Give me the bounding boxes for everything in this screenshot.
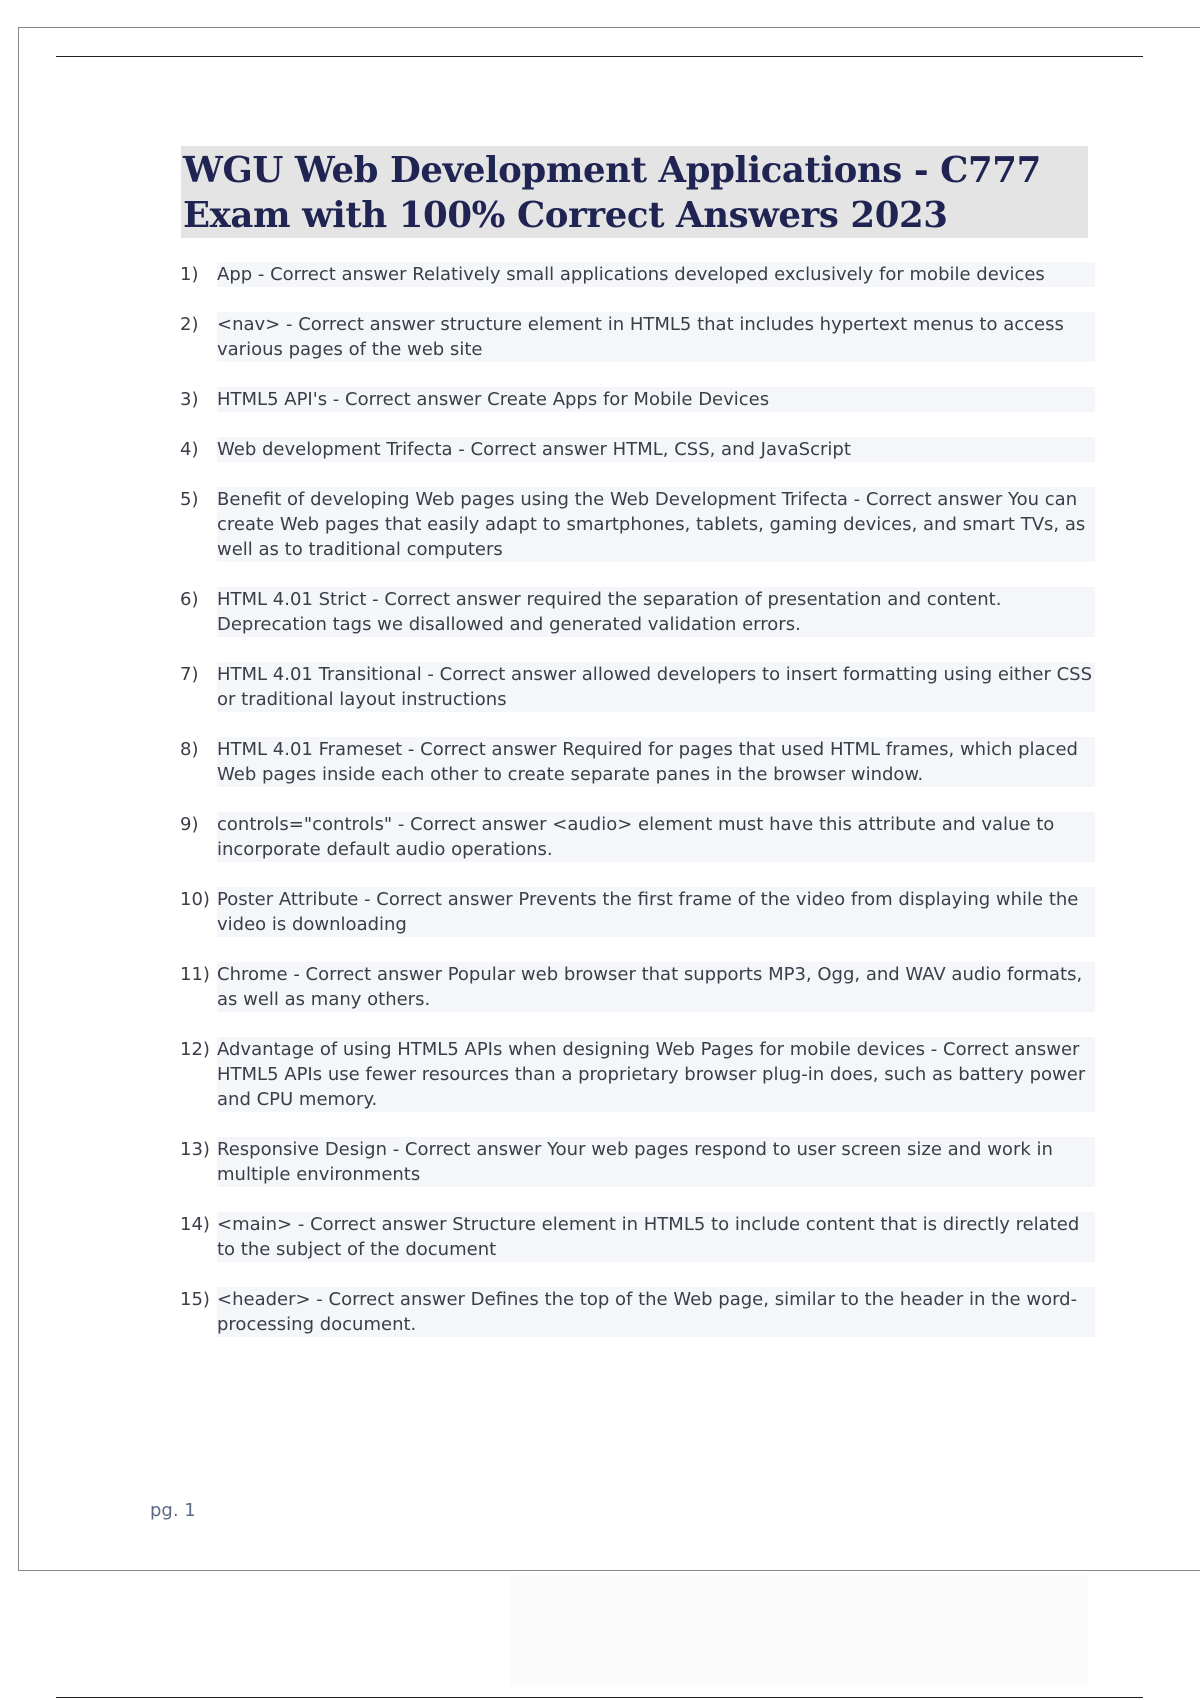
item-text: Benefit of developing Web pages using the Web Development Trifecta - Correct answer You can create Web pages that easily adapt to smartphones, tablets, gaming devices, and smart TVs, as well as to traditional computers xyxy=(217,487,1095,562)
item-number: 11) xyxy=(180,964,210,985)
bottom-rule xyxy=(56,1697,1143,1698)
item-number: 6) xyxy=(180,589,199,610)
list-item xyxy=(180,812,1095,862)
item-number: 15) xyxy=(180,1289,210,1310)
qa-list xyxy=(180,262,1095,1362)
top-rule xyxy=(56,56,1143,57)
list-item xyxy=(180,662,1095,712)
item-text: Chrome - Correct answer Popular web browser that supports MP3, Ogg, and WAV audio formats, as well as many others. xyxy=(217,962,1095,1012)
list-item xyxy=(180,437,1095,462)
item-number: 2) xyxy=(180,314,199,335)
list-item xyxy=(180,1212,1095,1262)
item-number: 3) xyxy=(180,389,199,410)
item-text: HTML5 API's - Correct answer Create Apps for Mobile Devices xyxy=(217,387,1095,412)
list-item xyxy=(180,737,1095,787)
item-text: Advantage of using HTML5 APIs when designing Web Pages for mobile devices - Correct answer HTML5 APIs use fewer resources than a proprietary browser plug-in does, such as battery power and CPU memory. xyxy=(217,1037,1095,1112)
item-number: 10) xyxy=(180,889,210,910)
item-text: <main> - Correct answer Structure element in HTML5 to include content that is directly related to the subject of the document xyxy=(217,1212,1095,1262)
list-item xyxy=(180,312,1095,362)
list-item xyxy=(180,487,1095,562)
list-item xyxy=(180,1137,1095,1187)
item-number: 14) xyxy=(180,1214,210,1235)
item-text: <nav> - Correct answer structure element in HTML5 that includes hypertext menus to access various pages of the web site xyxy=(217,312,1095,362)
page-number: pg. 1 xyxy=(150,1500,196,1521)
item-text: controls="controls" - Correct answer <audio> element must have this attribute and value to incorporate default audio operations. xyxy=(217,812,1095,862)
item-text: Poster Attribute - Correct answer Prevents the first frame of the video from displaying while the video is downloading xyxy=(217,887,1095,937)
list-item xyxy=(180,262,1095,287)
item-number: 5) xyxy=(180,489,199,510)
list-item xyxy=(180,1287,1095,1337)
item-text: HTML 4.01 Frameset - Correct answer Required for pages that used HTML frames, which placed Web pages inside each other to create separate panes in the browser window. xyxy=(217,737,1095,787)
list-item xyxy=(180,962,1095,1012)
list-item xyxy=(180,587,1095,637)
list-item xyxy=(180,887,1095,937)
item-number: 9) xyxy=(180,814,199,835)
item-text: Web development Trifecta - Correct answer HTML, CSS, and JavaScript xyxy=(217,437,1095,462)
item-number: 13) xyxy=(180,1139,210,1160)
item-text: <header> - Correct answer Defines the top of the Web page, similar to the header in the word-processing document. xyxy=(217,1287,1095,1337)
item-text: App - Correct answer Relatively small applications developed exclusively for mobile devices xyxy=(217,262,1095,287)
item-text: HTML 4.01 Strict - Correct answer required the separation of presentation and content. Deprecation tags we disallowed and generated validation errors. xyxy=(217,587,1095,637)
page-gap-shade xyxy=(510,1575,1088,1685)
item-number: 7) xyxy=(180,664,199,685)
list-item xyxy=(180,387,1095,412)
item-text: Responsive Design - Correct answer Your web pages respond to user screen size and work in multiple environments xyxy=(217,1137,1095,1187)
item-number: 8) xyxy=(180,739,199,760)
list-item xyxy=(180,1037,1095,1112)
page-title: WGU Web Development Applications - C777 Exam with 100% Correct Answers 2023 xyxy=(183,150,1041,236)
item-number: 12) xyxy=(180,1039,210,1060)
item-text: HTML 4.01 Transitional - Correct answer allowed developers to insert formatting using either CSS or traditional layout instructions xyxy=(217,662,1095,712)
title-box xyxy=(181,146,1088,238)
item-number: 1) xyxy=(180,264,199,285)
item-number: 4) xyxy=(180,439,199,460)
